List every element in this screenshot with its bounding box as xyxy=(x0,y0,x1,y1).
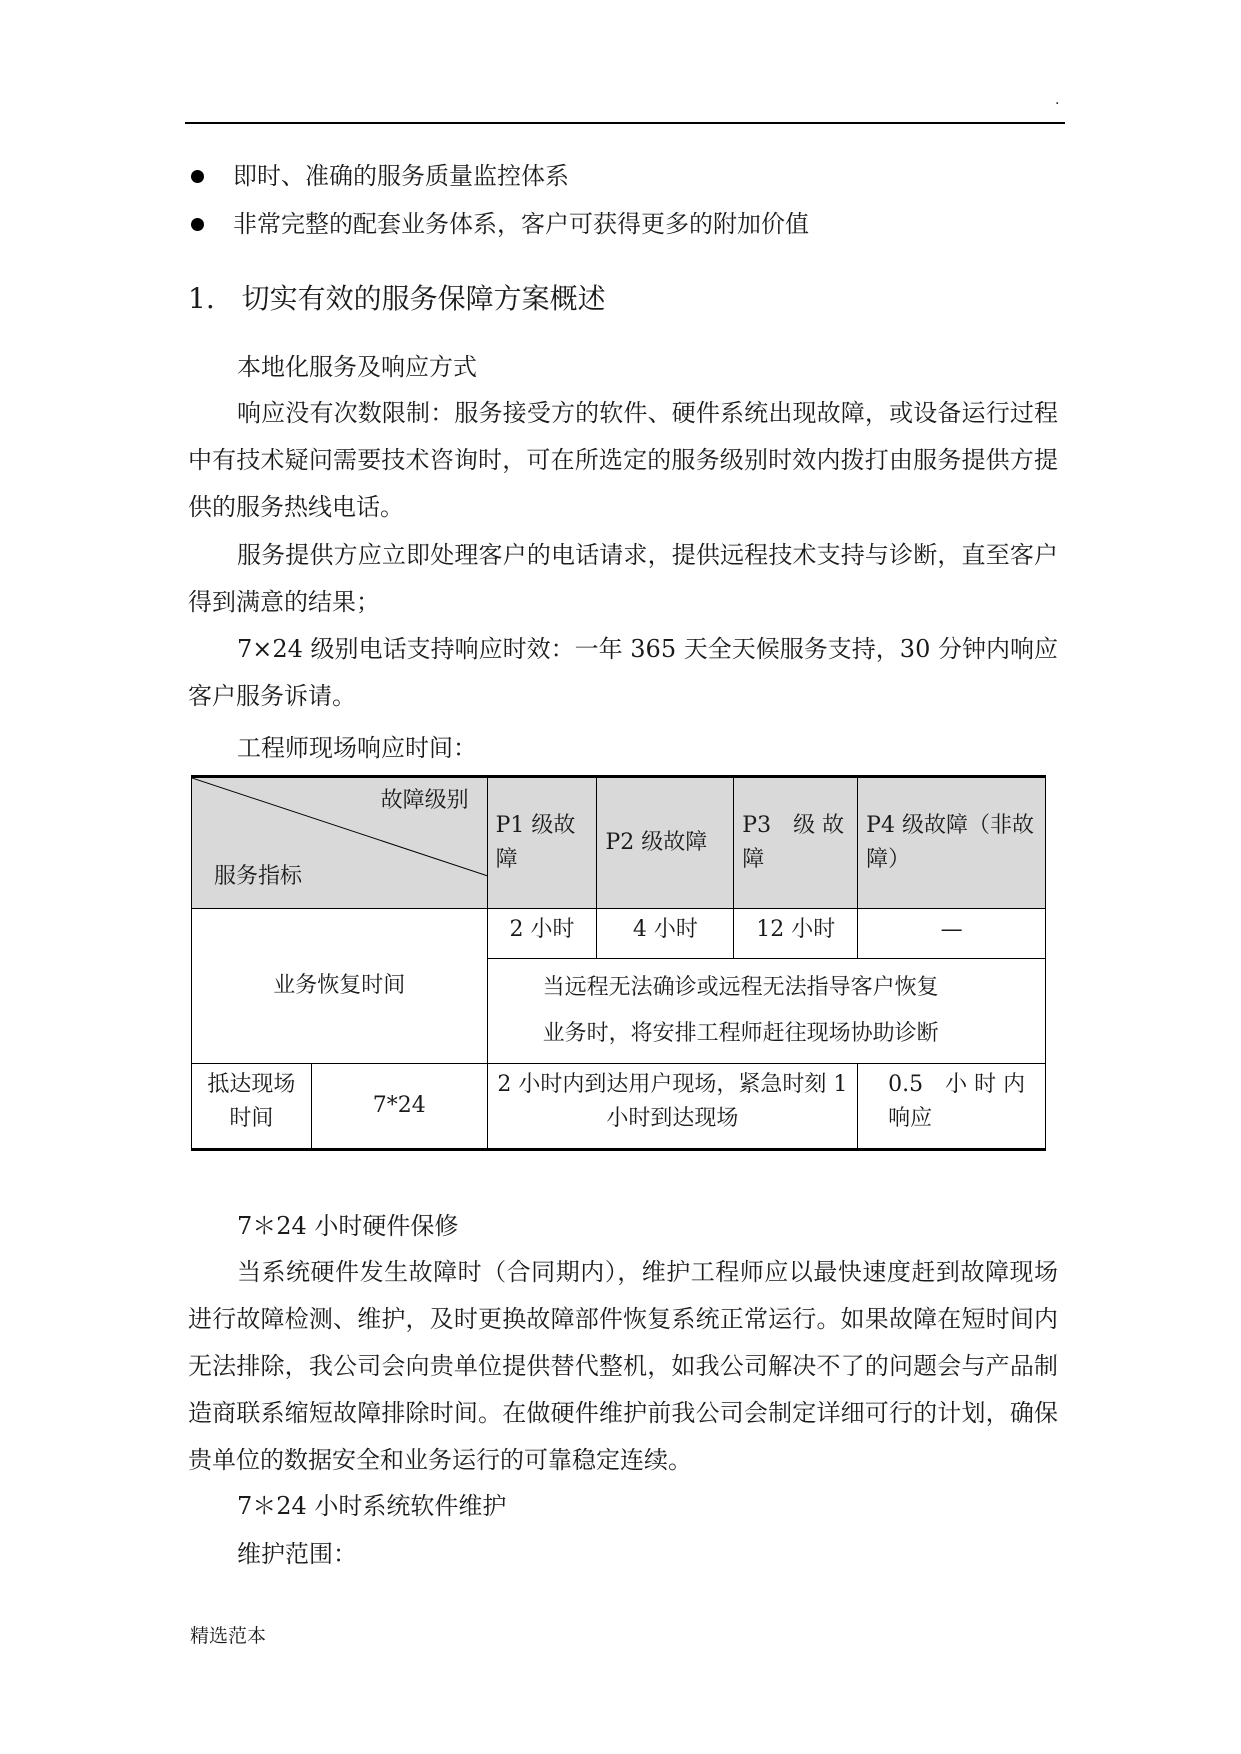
subsection-title: 7＊24 小时系统软件维护 xyxy=(237,1492,507,1520)
footer-text: 精选范本 xyxy=(190,1625,267,1647)
table-corner-cell xyxy=(192,777,488,909)
table-cell: 2 小时 xyxy=(487,909,597,959)
table-intro: 工程师现场响应时间： xyxy=(237,734,477,762)
table-note-line: 业务时，将安排工程师赶往现场协助诊断 xyxy=(542,1021,939,1046)
header-mark: . xyxy=(1055,92,1060,108)
scope-label: 维护范围： xyxy=(237,1540,357,1568)
section-title: 切实有效的服务保障方案概述 xyxy=(241,282,606,315)
row-label: 业务恢复时间 xyxy=(192,909,488,1064)
table-cell: 4 小时 xyxy=(597,909,734,959)
bullet-icon xyxy=(191,218,204,231)
bullet-item: 即时、准确的服务质量监控体系 xyxy=(233,162,569,190)
paragraph: 响应没有次数限制：服务接受方的软件、硬件系统出现故障，或设备运行过程中有技术疑问需要技术咨询时，可在所选定的服务级别时效内拨打由服务提供方提供的服务热线电话。 xyxy=(188,399,1058,521)
subsection-title: 7＊24 小时硬件保修 xyxy=(237,1212,459,1240)
paragraph: 7×24 级别电话支持响应时效：一年 365 天全天候服务支持，30 分钟内响应客户服务诉请。 xyxy=(188,635,1058,710)
table-cell: — xyxy=(858,909,1046,959)
table-cell: 7*24 xyxy=(311,1064,487,1150)
table-note-cell xyxy=(487,959,1045,1064)
table-header-cell: P3 级 故障 xyxy=(734,777,858,909)
table-cell: 12 小时 xyxy=(734,909,858,959)
paragraph: 服务提供方应立即处理客户的电话请求，提供远程技术支持与诊断，直至客户得到满意的结果； xyxy=(188,541,1058,616)
section-heading xyxy=(188,277,606,317)
bullet-icon xyxy=(191,170,204,183)
subsection-title: 本地化服务及响应方式 xyxy=(237,353,477,381)
section-number: 1. xyxy=(188,282,215,315)
bullet-item: 非常完整的配套业务体系，客户可获得更多的附加价值 xyxy=(233,210,809,238)
table-note-line: 当远程无法确诊或远程无法指导客户恢复 xyxy=(542,975,939,1000)
corner-bottom-label: 服务指标 xyxy=(214,864,303,889)
table-cell: 2 小时内到达用户现场，紧急时刻 1 小时到达现场 xyxy=(487,1064,858,1150)
corner-top-label: 故障级别 xyxy=(380,788,469,813)
table-header-cell: P1 级故障 xyxy=(487,777,597,909)
paragraph: 当系统硬件发生故障时（合同期内），维护工程师应以最快速度赶到故障现场进行故障检测、维护，及时更换故障部件恢复系统正常运行。如果故障在短时间内无法排除，我公司会向贵单位提供替代整机，如我公司解决不了的问题会与产品制造商联系缩短故障排除时间。在做硬件维护前我公司会制定详细可行的计划，确保贵单位的数据安全和业务运行的可靠稳定连续。 xyxy=(188,1258,1058,1474)
table-cell: 0.5 小 时 内 响应 xyxy=(858,1064,1046,1150)
table-header-cell: P4 级故障（非故障） xyxy=(858,777,1046,909)
response-time-table xyxy=(191,775,1046,1151)
header-rule xyxy=(185,122,1065,124)
row-label: 抵达现场时间 xyxy=(192,1064,312,1150)
table-header-cell: P2 级故障 xyxy=(597,777,734,909)
